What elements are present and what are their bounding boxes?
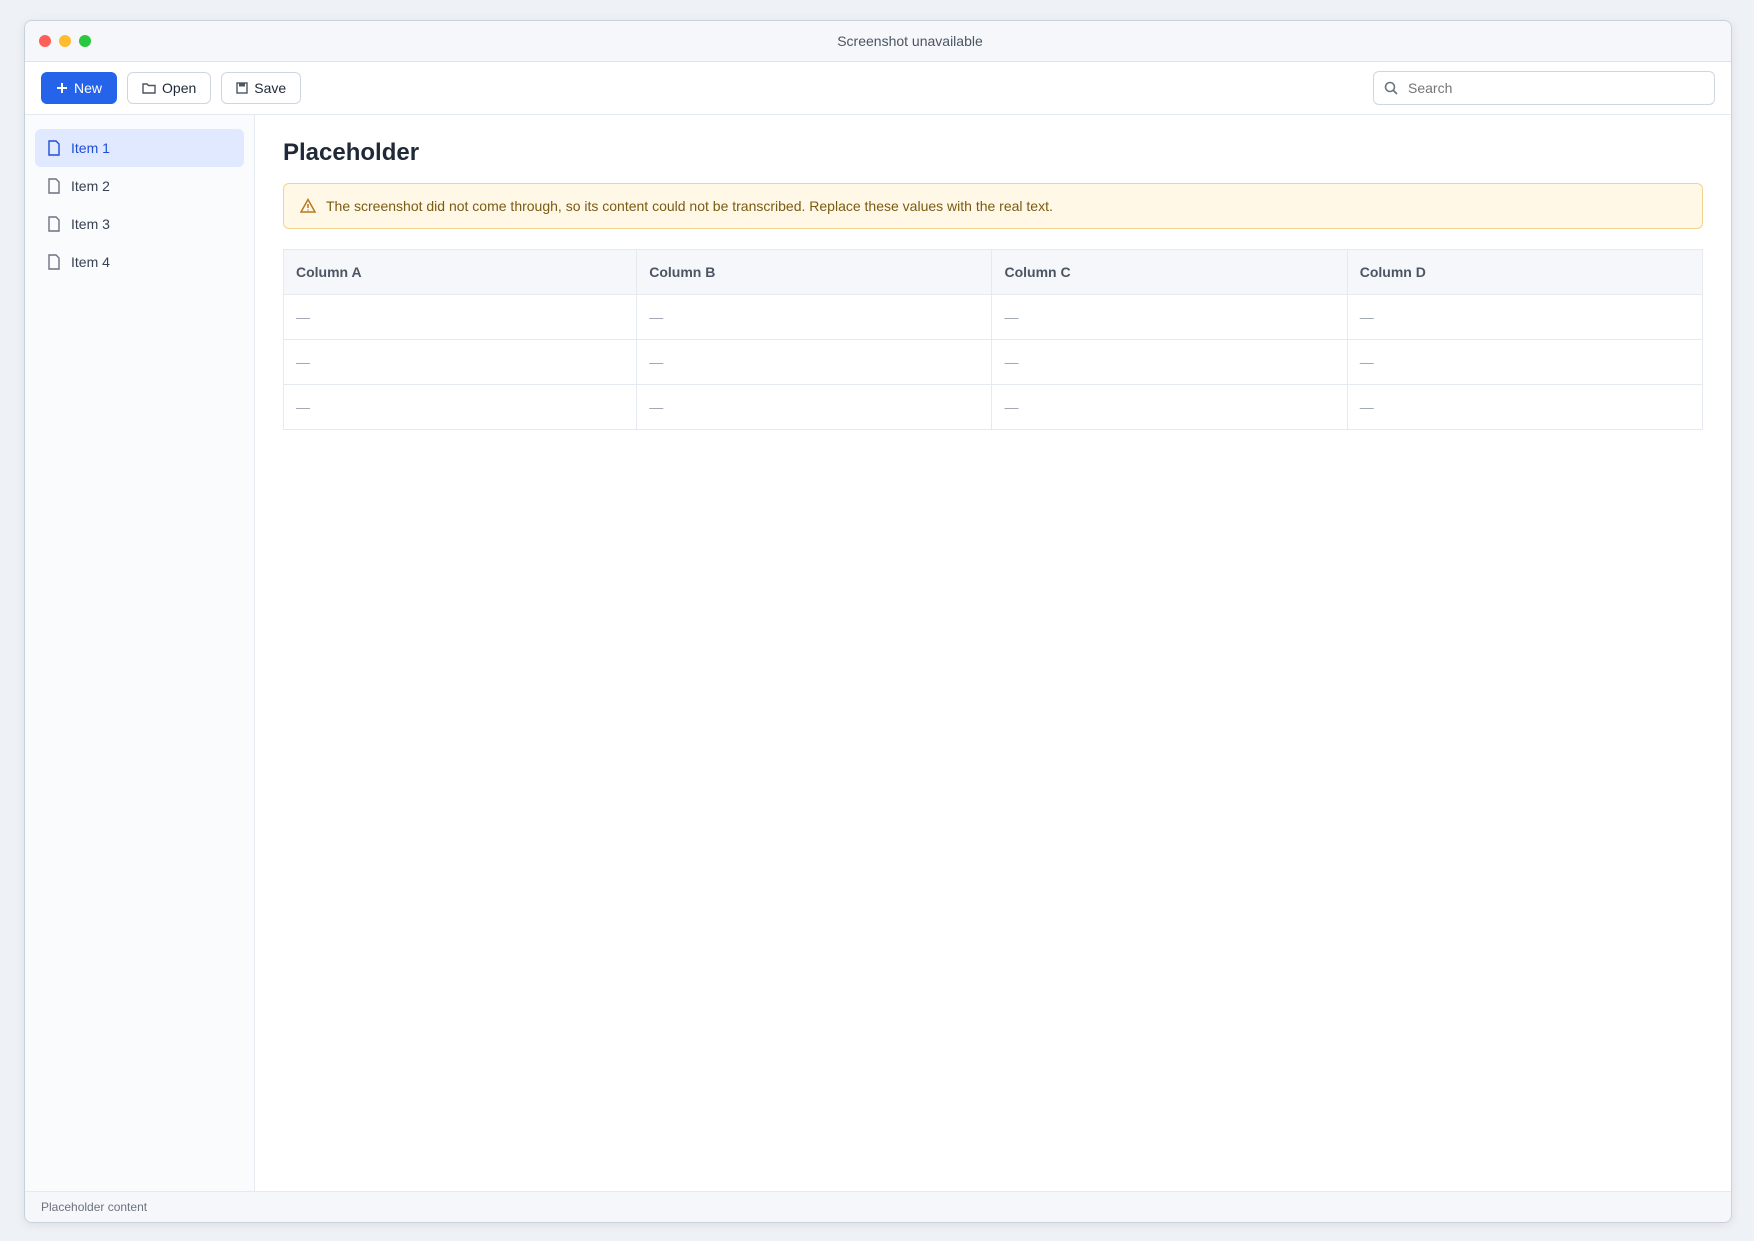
- search-box[interactable]: [1373, 71, 1715, 105]
- warning-icon: [300, 198, 316, 214]
- sidebar-item-1[interactable]: [35, 129, 244, 167]
- new-button-label: New: [74, 80, 103, 96]
- table-cell: —: [1347, 295, 1702, 340]
- sidebar-item-label: Item 1: [71, 140, 110, 156]
- status-text: Placeholder content: [41, 1200, 148, 1214]
- sidebar-item-2[interactable]: [35, 167, 244, 205]
- search-icon: [1384, 81, 1398, 95]
- sidebar-item-label: Item 3: [71, 216, 110, 232]
- status-bar: [25, 1191, 1731, 1222]
- table-cell: —: [992, 340, 1347, 385]
- toolbar: [25, 62, 1731, 115]
- table-cell: —: [637, 340, 992, 385]
- sidebar-item-label: Item 2: [71, 178, 110, 194]
- page-title: Placeholder: [283, 139, 420, 166]
- window-controls: [39, 35, 91, 47]
- table-cell: —: [992, 385, 1347, 430]
- open-button-label: Open: [162, 80, 197, 96]
- new-button[interactable]: [41, 72, 117, 104]
- close-window-button[interactable]: [39, 35, 51, 47]
- table-row[interactable]: [284, 295, 1703, 340]
- document-icon: [47, 178, 61, 194]
- column-header[interactable]: Column C: [992, 250, 1347, 295]
- app-body: [25, 115, 1731, 1191]
- search-input[interactable]: [1406, 79, 1704, 97]
- app-window: [24, 20, 1732, 1223]
- table-cell: —: [637, 295, 992, 340]
- table-cell: —: [992, 295, 1347, 340]
- main-content: [255, 115, 1731, 1191]
- folder-icon: [142, 82, 156, 94]
- sidebar: [25, 115, 255, 1191]
- document-icon: [47, 140, 61, 156]
- title-bar: [25, 21, 1731, 62]
- table-row[interactable]: [284, 385, 1703, 430]
- plus-icon: [56, 82, 68, 94]
- column-header[interactable]: Column B: [637, 250, 992, 295]
- window-title: Screenshot unavailable: [837, 33, 983, 49]
- notice-banner: [283, 183, 1703, 229]
- table-cell: —: [284, 295, 637, 340]
- table-cell: —: [1347, 340, 1702, 385]
- table-cell: —: [284, 385, 637, 430]
- table-cell: —: [1347, 385, 1702, 430]
- column-header[interactable]: Column D: [1347, 250, 1702, 295]
- column-header[interactable]: Column A: [284, 250, 637, 295]
- sidebar-item-label: Item 4: [71, 254, 110, 270]
- sidebar-item-3[interactable]: [35, 205, 244, 243]
- table-cell: —: [284, 340, 637, 385]
- table-header-row: [284, 250, 1703, 295]
- open-button[interactable]: [127, 72, 211, 104]
- table-cell: —: [637, 385, 992, 430]
- data-table: [283, 249, 1703, 430]
- notice-text: The screenshot did not come through, so its content could not be transcribed. Replace these values with the real text.: [326, 198, 1053, 214]
- document-icon: [47, 216, 61, 232]
- save-icon: [236, 82, 248, 94]
- save-button[interactable]: [221, 72, 301, 104]
- save-button-label: Save: [254, 80, 287, 96]
- maximize-window-button[interactable]: [79, 35, 91, 47]
- document-icon: [47, 254, 61, 270]
- sidebar-item-4[interactable]: [35, 243, 244, 281]
- table-row[interactable]: [284, 340, 1703, 385]
- minimize-window-button[interactable]: [59, 35, 71, 47]
